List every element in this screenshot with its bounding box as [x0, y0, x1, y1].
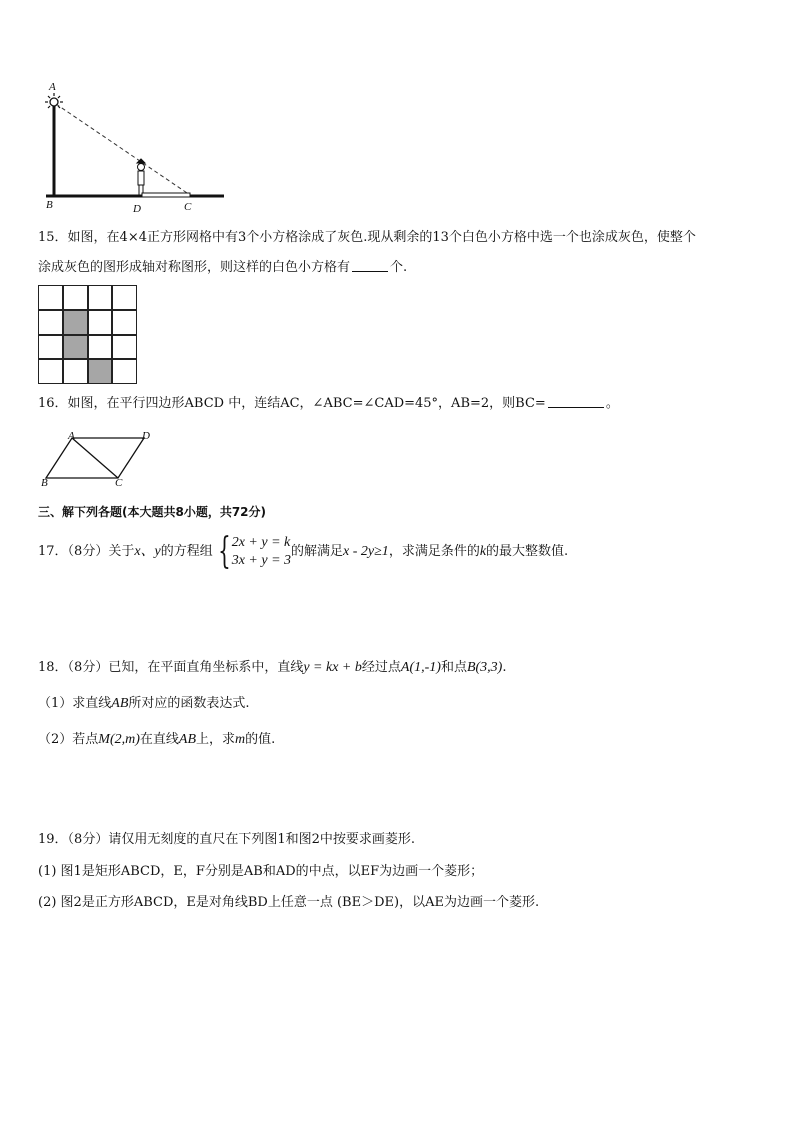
equation-system	[232, 534, 291, 570]
q17-post1: 的解满足	[291, 544, 344, 559]
q18-sub1-pre: （1）求直线	[38, 696, 112, 711]
gray-cell	[63, 310, 88, 335]
equation-2: 3x + y = 3	[231, 552, 292, 568]
q18-eq: y = kx + b	[303, 660, 362, 675]
answer-blank[interactable]	[352, 259, 388, 272]
q18-pre: 18．（8分）已知，在平面直角坐标系中，直线	[38, 660, 304, 675]
q17-post3: 的最大整数值.	[486, 544, 569, 559]
label-D: D	[133, 203, 141, 215]
q17-mid: 的方程组	[160, 544, 213, 559]
grid-4x4	[38, 285, 137, 384]
q18-sub1-ab: AB	[111, 696, 129, 711]
gray-cell	[63, 335, 88, 360]
label-A: A	[68, 430, 75, 442]
q18-mid: 经过点	[361, 660, 401, 675]
answer-blank[interactable]	[548, 395, 604, 408]
label-C: C	[184, 201, 192, 213]
q17-post2: ，求满足条件的	[388, 544, 480, 559]
q17-vars: x、y	[134, 544, 161, 559]
q16-text-pre: 16．如图，在平行四边形ABCD 中，连结AC，∠ABC=∠CAD=45°，AB=2，则BC=	[38, 396, 546, 411]
q19-sub1: (1) 图1是矩形ABCD，E，F分别是AB和AD的中点，以EF为边画一个菱形；	[38, 864, 484, 879]
q16-text-post: 。	[605, 396, 619, 411]
person-icon	[137, 159, 145, 195]
q18-sub2-point: M(2,m)	[98, 732, 140, 747]
label-B: B	[41, 477, 48, 489]
q15-line2-post: 个.	[390, 260, 408, 275]
q19-sub2: (2) 图2是正方形ABCD，E是对角线BD上任意一点 (BE＞DE)，以AE为边画一个菱形.	[38, 895, 540, 910]
q15-line2-pre: 涂成灰色的图形成轴对称图形，则这样的白色小方格有	[38, 260, 351, 275]
q18-pointB: B(3,3)	[466, 660, 503, 675]
q18-sub2-mid2: 上，求	[196, 732, 236, 747]
q18-sub2-m: m	[235, 732, 246, 747]
q18-and: 和点	[440, 660, 467, 675]
q18-sub2-mid: 在直线	[139, 732, 179, 747]
q18-sub2	[38, 730, 275, 750]
q15-line1: 15．如图，在4×4正方形网格中有3个小方格涂成了灰色.现从剩余的13个白色小方格中选一个也涂成灰色，使整个	[38, 230, 696, 245]
gray-cell	[88, 359, 113, 384]
label-D: D	[142, 430, 150, 442]
equation-1: 2x + y = k	[231, 534, 291, 550]
q18-text	[38, 658, 506, 678]
q18-sub2-post: 的值.	[245, 732, 276, 747]
q19-line1: 19．（8分）请仅用无刻度的直尺在下列图1和图2中按要求画菱形.	[38, 832, 415, 847]
q18-end: .	[502, 660, 507, 675]
brace-icon: {	[217, 530, 231, 572]
q17-pre: 17．（8分）关于	[38, 544, 135, 559]
section-heading: 三、解下列各题(本大题共8小题，共72分)	[38, 505, 267, 519]
q18-sub1	[38, 694, 250, 714]
lamp-post-figure	[38, 78, 238, 218]
q17-text	[38, 532, 568, 572]
q17-cond: x - 2y≥1	[343, 544, 389, 559]
label-A: A	[49, 81, 56, 93]
q18-sub2-pre: （2）若点	[38, 732, 99, 747]
label-B: B	[46, 199, 53, 211]
q17-k: k	[479, 544, 487, 559]
q15-line2	[38, 258, 407, 278]
q18-sub1-post: 所对应的函数表达式.	[128, 696, 250, 711]
q18-sub2-ab: AB	[178, 732, 197, 747]
q18-pointA: A(1,-1)	[400, 660, 441, 675]
label-C: C	[115, 477, 123, 489]
q16-text	[38, 394, 619, 414]
